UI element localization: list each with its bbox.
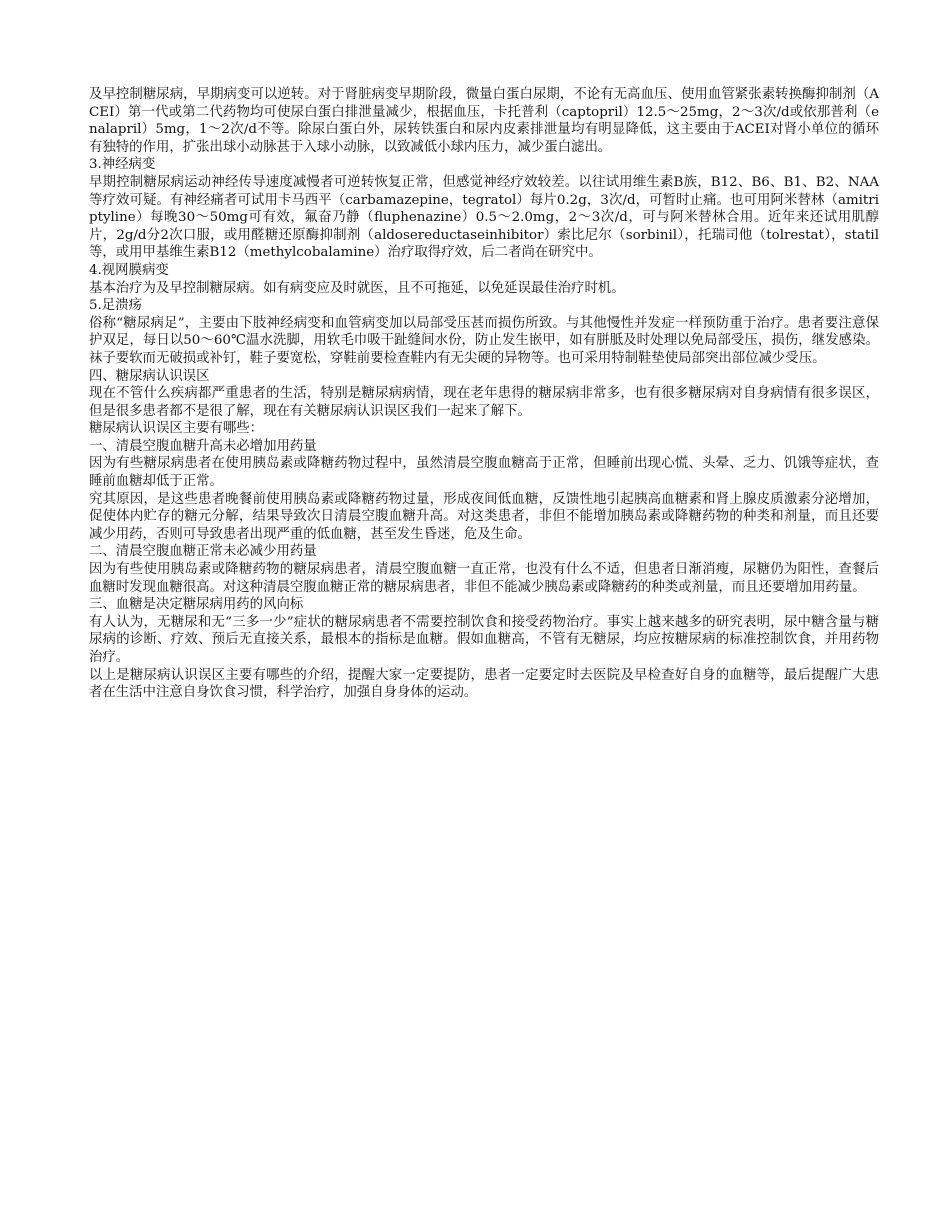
document-body (89, 86, 879, 702)
paragraph-misconception-1a: 因为有些糖尿病患者在使用胰岛素或降糖药物过程中，虽然清晨空腹血糖高于正常，但睡前出现心慌、头晕、乏力、饥饿等症状，查睡前血糖却低于正常。 (89, 456, 879, 490)
heading-retinopathy: 4.视网膜病变 (89, 262, 169, 278)
heading-neuropathy: 3.神经病变 (89, 157, 156, 173)
paragraph-neuropathy-treatment: 早期控制糖尿病运动神经传导速度减慢者可逆转恢复正常，但感觉神经疗效较差。以往试用维生素B族，B12、B6、B1、B2、NAA等疗效可疑。有神经痛者可试用卡马西平（carbamazepine，tegratol）每片0.2g，3次/d，可暂时止痛。也可用阿米替林（amitriptyline）每晚30～50mg可有效，氟奋乃静（fluphenazine）0.5～2.0mg，2～3次/d，可与阿米替林合用。近年来还试用肌醇片，2g/d分2次口服，或用醛糖还原酶抑制剂（aldosereductaseinhibitor）索比尼尔（sorbinil），托瑞司他（tolrestat），statil等，或用甲基维生素B12（methylcobalamine）治疗取得疗效，后二者尚在研究中。 (89, 174, 879, 261)
paragraph-misconception-1b: 究其原因，是这些患者晚餐前使用胰岛素或降糖药物过量，形成夜间低血糖，反馈性地引起胰高血糖素和肾上腺皮质激素分泌增加，促使体内贮存的糖元分解，结果导致次日清晨空腹血糖升高。对这类患者，非但不能增加胰岛素或降糖药物的种类和剂量，而且还要减少用药，否则可导致患者出现严重的低血糖，甚至发生昏迷，危及生命。 (89, 491, 879, 542)
heading-misconception-1: 一、清晨空腹血糖升高未必增加用药量 (89, 438, 317, 454)
heading-misconceptions-list: 糖尿病认识误区主要有哪些： (89, 421, 264, 437)
paragraph-conclusion: 以上是糖尿病认识误区主要有哪些的介绍，提醒大家一定要提防，患者一定要定时去医院及早检查好自身的血糖等，最后提醒广大患者在生活中注意自身饮食习惯，科学治疗，加强自身身体的运动。 (89, 667, 879, 701)
paragraph-acei-treatment: 及早控制糖尿病，早期病变可以逆转。对于肾脏病变早期阶段，微量白蛋白尿期，不论有无高血压、使用血管紧张素转换酶抑制剂（ACEI）第一代或第二代药物均可使尿白蛋白排泄量减少，根据血压，卡托普利（captopril）12.5～25mg，2～3次/d或依那普利（enalapril）5mg，1～2次/d不等。除尿白蛋白外，尿转铁蛋白和尿内皮素排泄量均有明显降低，这主要由于ACEI对肾小单位的循环有独特的作用，扩张出球小动脉甚于入球小动脉，以致减低小球内压力，减少蛋白滤出。 (89, 87, 879, 155)
heading-foot-ulcer: 5.足溃疡 (89, 298, 142, 314)
heading-misconception-2: 二、清晨空腹血糖正常未必减少用药量 (89, 544, 317, 560)
paragraph-foot-ulcer: 俗称“糖尿病足”，主要由下肢神经病变和血管病变加以局部受压甚而损伤所致。与其他慢性并发症一样预防重于治疗。患者要注意保护双足，每日以50～60℃温水洗脚，用软毛巾吸干趾缝间水份，防止发生嵌甲，如有胼胝及时处理以免局部受压，损伤，继发感染。袜子要软而无破损或补钉，鞋子要宽松，穿鞋前要检查鞋内有无尖硬的异物等。也可采用特制鞋垫使局部突出部位减少受压。 (89, 315, 879, 366)
heading-misconceptions: 四、糖尿病认识误区 (89, 368, 210, 384)
heading-misconception-3: 三、血糖是决定糖尿病用药的风向标 (89, 597, 304, 613)
paragraph-retinopathy-treatment: 基本治疗为及早控制糖尿病。如有病变应及时就医，且不可拖延，以免延误最佳治疗时机。 (89, 280, 625, 296)
paragraph-misconception-3: 有人认为，无糖尿和无“三多一少”症状的糖尿病患者不需要控制饮食和接受药物治疗。事实上越来越多的研究表明，尿中糖含量与糖尿病的诊断、疗效、预后无直接关系，最根本的指标是血糖。假如血糖高，不管有无糖尿，均应按糖尿病的标准控制饮食，并用药物治疗。 (89, 614, 879, 665)
paragraph-misconception-2: 因为有些使用胰岛素或降糖药物的糖尿病患者，清晨空腹血糖一直正常，也没有什么不适，但患者日渐消瘦，尿糖仍为阳性，查餐后血糖时发现血糖很高。对这种清晨空腹血糖正常的糖尿病患者，非但不能减少胰岛素或降糖药的种类或剂量，而且还要增加用药量。 (89, 562, 879, 595)
paragraph-misconceptions-intro: 现在不管什么疾病都严重患者的生活，特别是糖尿病病情，现在老年患得的糖尿病非常多，也有很多糖尿病对自身病情有很多误区，但是很多患者都不是很了解，现在有关糖尿病认识误区我们一起来了解下。 (89, 386, 879, 419)
